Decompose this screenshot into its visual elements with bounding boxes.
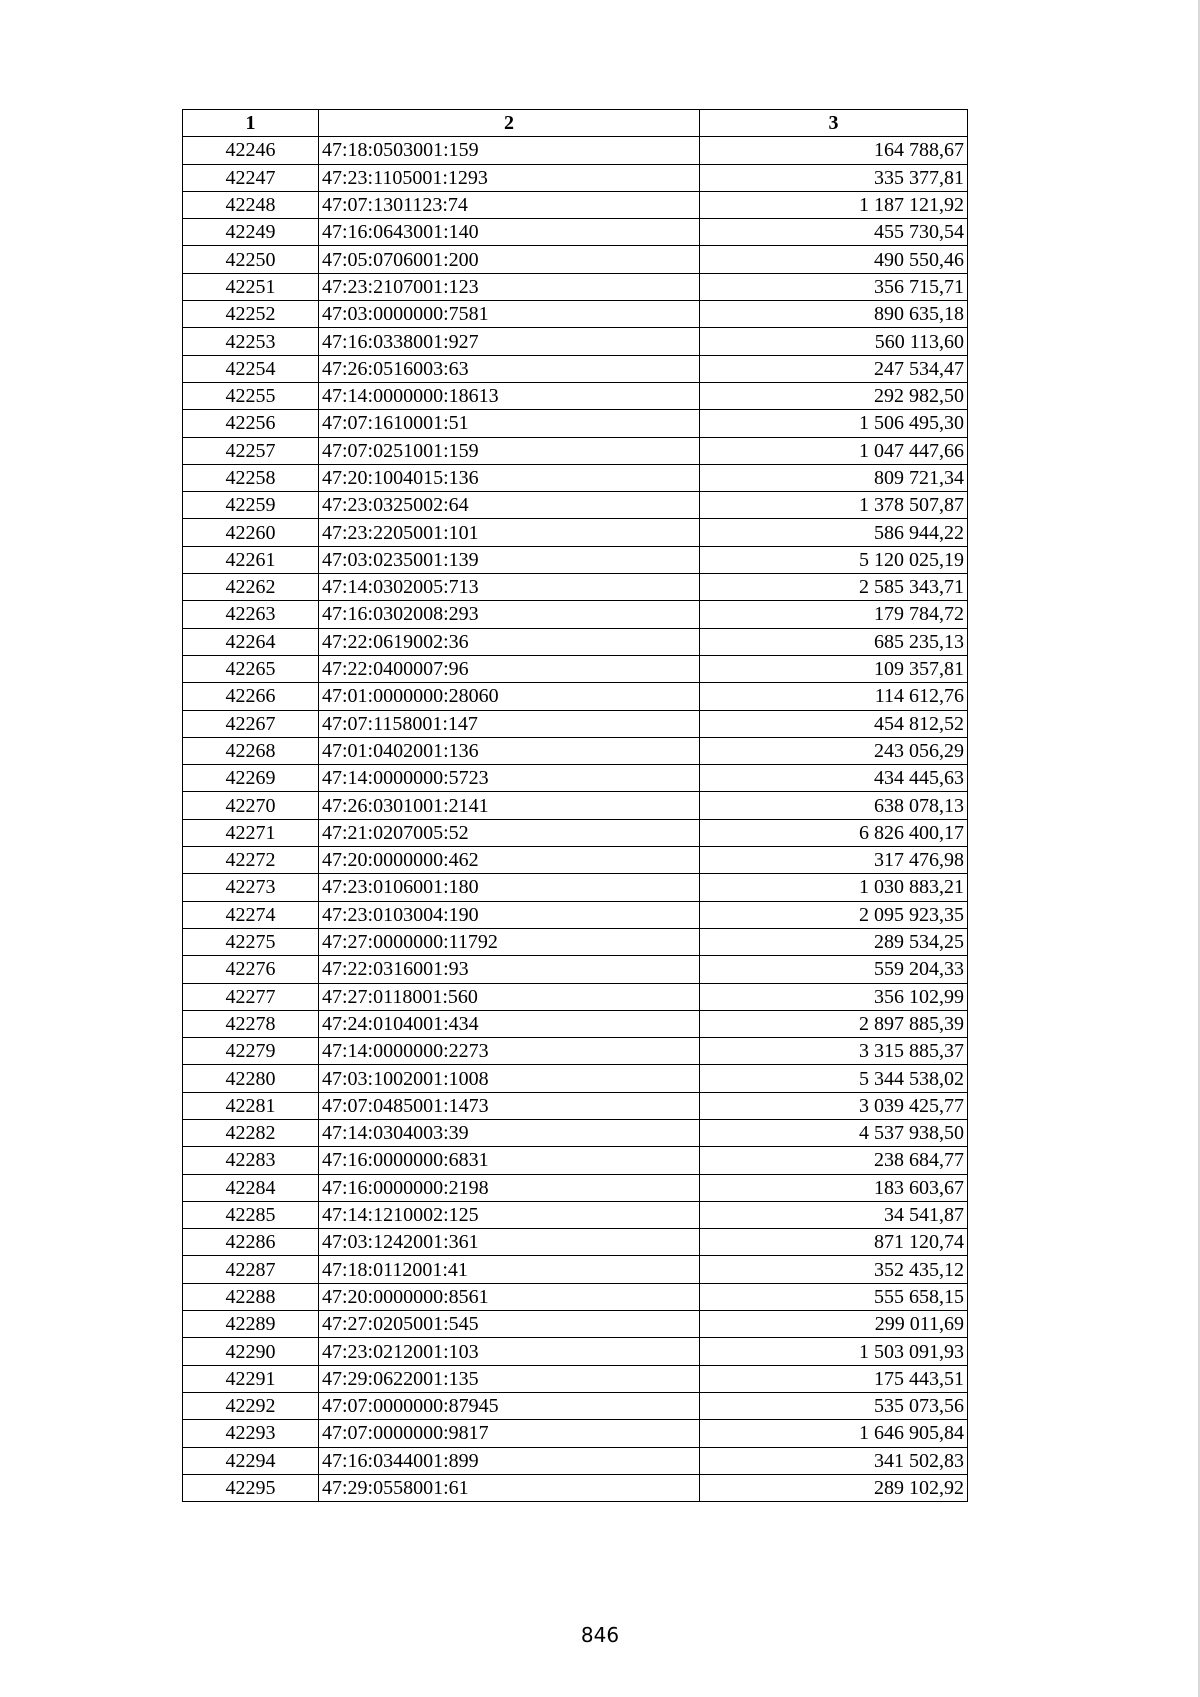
table-row	[183, 1474, 968, 1501]
cadastral-number-cell: 47:27:0205001:545	[319, 1311, 700, 1338]
cadastral-number-cell: 47:07:1301123:74	[319, 191, 700, 218]
value-cell: 356 102,99	[700, 983, 968, 1010]
column-header-3: 3	[700, 110, 968, 137]
row-number-cell: 42261	[183, 546, 319, 573]
value-cell: 292 982,50	[700, 382, 968, 409]
cadastral-number-cell: 47:23:0103004:190	[319, 901, 700, 928]
cadastral-number-cell: 47:05:0706001:200	[319, 246, 700, 273]
table-row	[183, 301, 968, 328]
table-row	[183, 765, 968, 792]
table-row	[183, 792, 968, 819]
row-number-cell: 42249	[183, 219, 319, 246]
table-row	[183, 1311, 968, 1338]
table-row	[183, 1447, 968, 1474]
cadastral-number-cell: 47:07:0251001:159	[319, 437, 700, 464]
table-row	[183, 246, 968, 273]
value-cell: 2 095 923,35	[700, 901, 968, 928]
row-number-cell: 42256	[183, 410, 319, 437]
table-row	[183, 137, 968, 164]
table-row	[183, 1338, 968, 1365]
row-number-cell: 42293	[183, 1420, 319, 1447]
value-cell: 3 039 425,77	[700, 1092, 968, 1119]
value-cell: 6 826 400,17	[700, 819, 968, 846]
row-number-cell: 42295	[183, 1474, 319, 1501]
table-row	[183, 1010, 968, 1037]
value-cell: 890 635,18	[700, 301, 968, 328]
value-cell: 299 011,69	[700, 1311, 968, 1338]
value-cell: 1 506 495,30	[700, 410, 968, 437]
cadastral-number-cell: 47:23:0325002:64	[319, 492, 700, 519]
value-cell: 1 646 905,84	[700, 1420, 968, 1447]
cadastral-number-cell: 47:29:0622001:135	[319, 1365, 700, 1392]
cadastral-number-cell: 47:22:0400007:96	[319, 655, 700, 682]
row-number-cell: 42252	[183, 301, 319, 328]
cadastral-number-cell: 47:14:0000000:5723	[319, 765, 700, 792]
value-cell: 3 315 885,37	[700, 1038, 968, 1065]
table-row	[183, 928, 968, 955]
table-row	[183, 355, 968, 382]
cadastral-number-cell: 47:07:0485001:1473	[319, 1092, 700, 1119]
row-number-cell: 42246	[183, 137, 319, 164]
table-row	[183, 956, 968, 983]
cadastral-number-cell: 47:16:0643001:140	[319, 219, 700, 246]
row-number-cell: 42266	[183, 683, 319, 710]
table-row	[183, 1119, 968, 1146]
value-cell: 1 030 883,21	[700, 874, 968, 901]
cadastral-number-cell: 47:14:0304003:39	[319, 1119, 700, 1146]
cadastral-number-cell: 47:26:0301001:2141	[319, 792, 700, 819]
value-cell: 179 784,72	[700, 601, 968, 628]
row-number-cell: 42271	[183, 819, 319, 846]
value-cell: 289 534,25	[700, 928, 968, 955]
table-row	[183, 1174, 968, 1201]
table-row	[183, 901, 968, 928]
cadastral-number-cell: 47:01:0000000:28060	[319, 683, 700, 710]
column-header-2: 2	[319, 110, 700, 137]
row-number-cell: 42254	[183, 355, 319, 382]
cadastral-number-cell: 47:23:0212001:103	[319, 1338, 700, 1365]
table-row	[183, 1420, 968, 1447]
cadastral-number-cell: 47:07:0000000:9817	[319, 1420, 700, 1447]
table-row	[183, 574, 968, 601]
value-cell: 341 502,83	[700, 1447, 968, 1474]
cadastral-number-cell: 47:07:1158001:147	[319, 710, 700, 737]
value-cell: 2 897 885,39	[700, 1010, 968, 1037]
value-cell: 5 344 538,02	[700, 1065, 968, 1092]
table-row	[183, 819, 968, 846]
table-row	[183, 601, 968, 628]
table-row	[183, 382, 968, 409]
cadastral-number-cell: 47:21:0207005:52	[319, 819, 700, 846]
table-row	[183, 655, 968, 682]
cadastral-number-cell: 47:29:0558001:61	[319, 1474, 700, 1501]
table-row	[183, 437, 968, 464]
row-number-cell: 42288	[183, 1283, 319, 1310]
cadastral-number-cell: 47:23:1105001:1293	[319, 164, 700, 191]
row-number-cell: 42284	[183, 1174, 319, 1201]
row-number-cell: 42255	[183, 382, 319, 409]
table-row	[183, 1256, 968, 1283]
value-cell: 1 378 507,87	[700, 492, 968, 519]
table-row	[183, 464, 968, 491]
row-number-cell: 42289	[183, 1311, 319, 1338]
cadastral-number-cell: 47:03:0235001:139	[319, 546, 700, 573]
table-row	[183, 1229, 968, 1256]
table-row	[183, 1038, 968, 1065]
table-row	[183, 1283, 968, 1310]
row-number-cell: 42270	[183, 792, 319, 819]
value-cell: 1 503 091,93	[700, 1338, 968, 1365]
table-row	[183, 847, 968, 874]
row-number-cell: 42294	[183, 1447, 319, 1474]
row-number-cell: 42276	[183, 956, 319, 983]
data-table	[182, 109, 968, 1502]
row-number-cell: 42269	[183, 765, 319, 792]
column-header-1: 1	[183, 110, 319, 137]
value-cell: 352 435,12	[700, 1256, 968, 1283]
value-cell: 5 120 025,19	[700, 546, 968, 573]
table-row	[183, 492, 968, 519]
row-number-cell: 42278	[183, 1010, 319, 1037]
row-number-cell: 42263	[183, 601, 319, 628]
table-row	[183, 1147, 968, 1174]
table-row	[183, 1201, 968, 1228]
value-cell: 4 537 938,50	[700, 1119, 968, 1146]
table-row	[183, 628, 968, 655]
table-row	[183, 273, 968, 300]
cadastral-number-cell: 47:01:0402001:136	[319, 737, 700, 764]
cadastral-number-cell: 47:14:0000000:18613	[319, 382, 700, 409]
table-row	[183, 410, 968, 437]
value-cell: 434 445,63	[700, 765, 968, 792]
table-row	[183, 737, 968, 764]
row-number-cell: 42247	[183, 164, 319, 191]
row-number-cell: 42286	[183, 1229, 319, 1256]
table-row	[183, 519, 968, 546]
value-cell: 871 120,74	[700, 1229, 968, 1256]
table-row	[183, 1092, 968, 1119]
row-number-cell: 42250	[183, 246, 319, 273]
value-cell: 356 715,71	[700, 273, 968, 300]
table-row	[183, 164, 968, 191]
value-cell: 638 078,13	[700, 792, 968, 819]
row-number-cell: 42285	[183, 1201, 319, 1228]
cadastral-number-cell: 47:23:0106001:180	[319, 874, 700, 901]
table-row	[183, 1365, 968, 1392]
cadastral-number-cell: 47:03:1242001:361	[319, 1229, 700, 1256]
table-row	[183, 1065, 968, 1092]
cadastral-number-cell: 47:22:0316001:93	[319, 956, 700, 983]
table-row	[183, 191, 968, 218]
row-number-cell: 42287	[183, 1256, 319, 1283]
row-number-cell: 42275	[183, 928, 319, 955]
value-cell: 183 603,67	[700, 1174, 968, 1201]
table-row	[183, 983, 968, 1010]
cadastral-number-cell: 47:20:0000000:8561	[319, 1283, 700, 1310]
value-cell: 109 357,81	[700, 655, 968, 682]
row-number-cell: 42264	[183, 628, 319, 655]
value-cell: 243 056,29	[700, 737, 968, 764]
row-number-cell: 42291	[183, 1365, 319, 1392]
cadastral-number-cell: 47:27:0000000:11792	[319, 928, 700, 955]
value-cell: 559 204,33	[700, 956, 968, 983]
row-number-cell: 42277	[183, 983, 319, 1010]
cadastral-number-cell: 47:03:0000000:7581	[319, 301, 700, 328]
row-number-cell: 42283	[183, 1147, 319, 1174]
table-row	[183, 1392, 968, 1419]
row-number-cell: 42262	[183, 574, 319, 601]
cadastral-number-cell: 47:18:0503001:159	[319, 137, 700, 164]
value-cell: 317 476,98	[700, 847, 968, 874]
value-cell: 560 113,60	[700, 328, 968, 355]
cadastral-number-cell: 47:24:0104001:434	[319, 1010, 700, 1037]
cadastral-number-cell: 47:14:0000000:2273	[319, 1038, 700, 1065]
table-row	[183, 710, 968, 737]
cadastral-number-cell: 47:16:0302008:293	[319, 601, 700, 628]
row-number-cell: 42281	[183, 1092, 319, 1119]
value-cell: 335 377,81	[700, 164, 968, 191]
value-cell: 490 550,46	[700, 246, 968, 273]
value-cell: 1 187 121,92	[700, 191, 968, 218]
cadastral-number-cell: 47:20:0000000:462	[319, 847, 700, 874]
cadastral-number-cell: 47:16:0344001:899	[319, 1447, 700, 1474]
value-cell: 454 812,52	[700, 710, 968, 737]
cadastral-number-cell: 47:16:0338001:927	[319, 328, 700, 355]
value-cell: 247 534,47	[700, 355, 968, 382]
row-number-cell: 42260	[183, 519, 319, 546]
row-number-cell: 42274	[183, 901, 319, 928]
value-cell: 175 443,51	[700, 1365, 968, 1392]
row-number-cell: 42279	[183, 1038, 319, 1065]
cadastral-number-cell: 47:14:1210002:125	[319, 1201, 700, 1228]
table-row	[183, 546, 968, 573]
row-number-cell: 42267	[183, 710, 319, 737]
value-cell: 535 073,56	[700, 1392, 968, 1419]
table-row	[183, 683, 968, 710]
cadastral-number-cell: 47:27:0118001:560	[319, 983, 700, 1010]
row-number-cell: 42259	[183, 492, 319, 519]
row-number-cell: 42257	[183, 437, 319, 464]
value-cell: 238 684,77	[700, 1147, 968, 1174]
row-number-cell: 42258	[183, 464, 319, 491]
table-header-row	[183, 110, 968, 137]
cadastral-number-cell: 47:07:1610001:51	[319, 410, 700, 437]
table-row	[183, 874, 968, 901]
table-row	[183, 219, 968, 246]
row-number-cell: 42272	[183, 847, 319, 874]
row-number-cell: 42268	[183, 737, 319, 764]
cadastral-number-cell: 47:22:0619002:36	[319, 628, 700, 655]
table-row	[183, 328, 968, 355]
value-cell: 685 235,13	[700, 628, 968, 655]
cadastral-number-cell: 47:20:1004015:136	[319, 464, 700, 491]
row-number-cell: 42290	[183, 1338, 319, 1365]
row-number-cell: 42292	[183, 1392, 319, 1419]
value-cell: 2 585 343,71	[700, 574, 968, 601]
cadastral-number-cell: 47:26:0516003:63	[319, 355, 700, 382]
row-number-cell: 42273	[183, 874, 319, 901]
value-cell: 164 788,67	[700, 137, 968, 164]
value-cell: 289 102,92	[700, 1474, 968, 1501]
value-cell: 555 658,15	[700, 1283, 968, 1310]
page-number: 846	[580, 1623, 620, 1647]
value-cell: 809 721,34	[700, 464, 968, 491]
cadastral-number-cell: 47:14:0302005:713	[319, 574, 700, 601]
cadastral-number-cell: 47:23:2205001:101	[319, 519, 700, 546]
cadastral-number-cell: 47:23:2107001:123	[319, 273, 700, 300]
cadastral-number-cell: 47:07:0000000:87945	[319, 1392, 700, 1419]
value-cell: 114 612,76	[700, 683, 968, 710]
value-cell: 34 541,87	[700, 1201, 968, 1228]
cadastral-number-cell: 47:16:0000000:6831	[319, 1147, 700, 1174]
row-number-cell: 42253	[183, 328, 319, 355]
table-body	[183, 137, 968, 1502]
row-number-cell: 42280	[183, 1065, 319, 1092]
cadastral-number-cell: 47:16:0000000:2198	[319, 1174, 700, 1201]
value-cell: 1 047 447,66	[700, 437, 968, 464]
row-number-cell: 42251	[183, 273, 319, 300]
cadastral-number-cell: 47:03:1002001:1008	[319, 1065, 700, 1092]
cadastral-number-cell: 47:18:0112001:41	[319, 1256, 700, 1283]
row-number-cell: 42282	[183, 1119, 319, 1146]
row-number-cell: 42265	[183, 655, 319, 682]
value-cell: 455 730,54	[700, 219, 968, 246]
value-cell: 586 944,22	[700, 519, 968, 546]
row-number-cell: 42248	[183, 191, 319, 218]
